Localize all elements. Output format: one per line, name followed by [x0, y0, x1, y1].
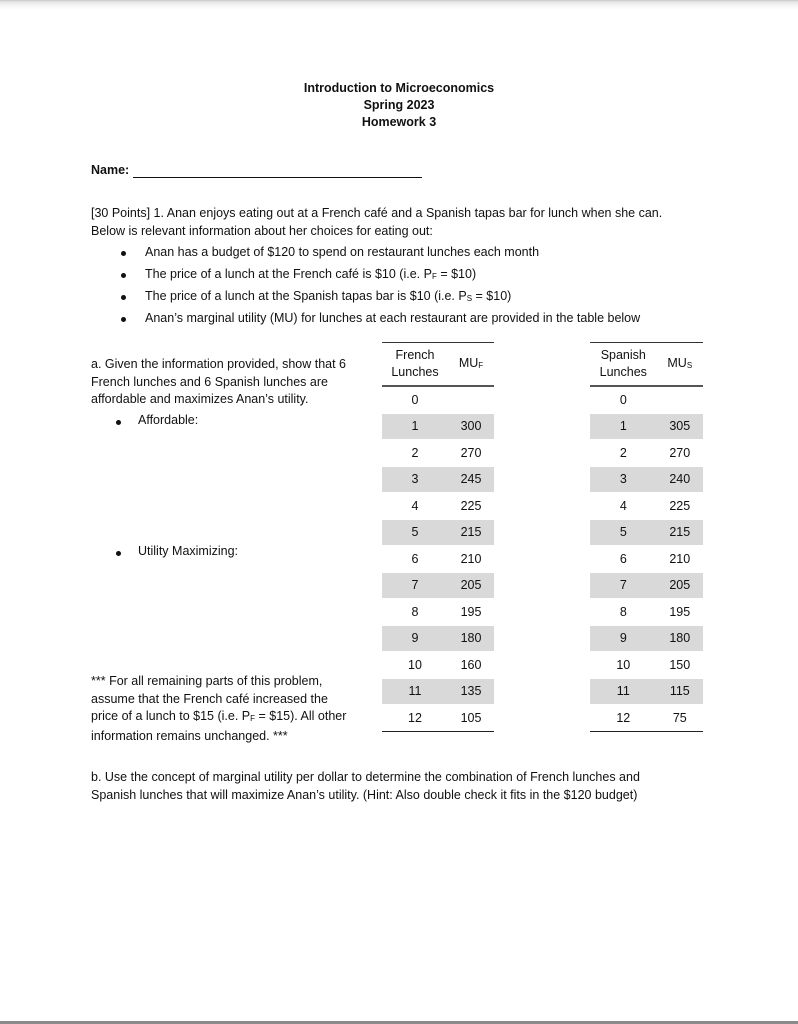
marginal-utility-cell: 205 — [448, 572, 494, 599]
term: Spring 2023 — [363, 98, 435, 112]
header-line-1: Spanish — [600, 348, 646, 362]
quantity-cell: 6 — [590, 546, 657, 573]
part-a-line-3: affordable and maximizes Anan’s utility. — [91, 392, 309, 406]
marginal-utility-cell: 270 — [448, 440, 494, 467]
document-header — [0, 80, 798, 131]
page-top-shadow — [0, 0, 798, 10]
name-label: Name: — [91, 163, 130, 177]
table-row — [382, 625, 494, 652]
table-row — [382, 572, 494, 599]
quantity-cell: 5 — [590, 519, 657, 546]
quantity-cell: 10 — [590, 652, 657, 679]
quantity-cell: 6 — [382, 546, 448, 573]
spanish-lunches-header — [590, 343, 657, 387]
name-field-line[interactable] — [133, 177, 422, 178]
table-row — [382, 386, 494, 413]
quantity-cell: 2 — [382, 440, 448, 467]
header-line-1: French — [395, 348, 435, 362]
marginal-utility-cell: 105 — [448, 705, 494, 732]
note-line-3 — [91, 708, 376, 728]
subscript: S — [686, 360, 693, 370]
quantity-cell: 2 — [590, 440, 657, 467]
table-row — [590, 493, 703, 520]
marginal-utility-cell — [448, 386, 494, 413]
table-row — [590, 678, 703, 705]
note-line-2: assume that the French café increased the — [91, 691, 328, 706]
marginal-utility-cell: 75 — [657, 705, 703, 732]
marginal-utility-cell: 115 — [657, 678, 703, 705]
french-mu-table — [382, 342, 494, 732]
quantity-cell: 8 — [590, 599, 657, 626]
quantity-cell: 12 — [590, 705, 657, 732]
table-row — [590, 386, 703, 413]
bullet-item-french-price — [91, 266, 731, 288]
marginal-utility-cell: 245 — [448, 466, 494, 493]
marginal-utility-cell: 240 — [657, 466, 703, 493]
quantity-cell: 11 — [590, 678, 657, 705]
bullet-text-post: = $10) — [472, 289, 512, 303]
table-row — [382, 413, 494, 440]
table-row — [382, 519, 494, 546]
french-table-body — [382, 386, 494, 731]
bullet-icon — [121, 273, 126, 278]
marginal-utility-cell — [657, 386, 703, 413]
quantity-cell: 3 — [382, 466, 448, 493]
question-intro-line-1: [30 Points] 1. Anan enjoys eating out at a French café and a Spanish tapas bar for lunch when she can. — [91, 206, 663, 220]
marginal-utility-cell: 270 — [657, 440, 703, 467]
question-intro-line-2: Below is relevant information about her choices for eating out: — [91, 223, 433, 238]
quantity-cell: 0 — [411, 392, 419, 407]
marginal-utility-cell: 215 — [448, 519, 494, 546]
marginal-utility-cell: 135 — [448, 678, 494, 705]
table-row — [382, 466, 494, 493]
bullet-item-marginal-utility — [91, 310, 731, 332]
table-header-row — [590, 343, 703, 387]
marginal-utility-cell: 210 — [657, 546, 703, 573]
marginal-utility-cell: 210 — [448, 546, 494, 573]
note-line-4: information remains unchanged. *** — [91, 728, 288, 743]
table-row — [382, 493, 494, 520]
bullet-text: Anan has a budget of $120 to spend on restaurant lunches each month — [145, 245, 540, 259]
table-row — [590, 519, 703, 546]
utility-maximizing-label: Utility Maximizing: — [138, 544, 239, 558]
course-title: Introduction to Microeconomics — [303, 81, 495, 95]
header-line-2: Lunches — [391, 365, 439, 379]
table-row — [382, 546, 494, 573]
part-b-line-2: Spanish lunches that will maximize Anan’s utility. (Hint: Also double check it fits in the $120 budget) — [91, 787, 638, 802]
marginal-utility-cell: 160 — [448, 652, 494, 679]
affordable-label: Affordable: — [138, 413, 199, 427]
quantity-cell: 11 — [382, 678, 448, 705]
table-row — [590, 413, 703, 440]
quantity-cell: 12 — [382, 705, 448, 732]
marginal-utility-cell: 225 — [657, 493, 703, 520]
bullet-text-pre: The price of a lunch at the Spanish tapas bar is $10 (i.e. P — [145, 289, 467, 303]
quantity-cell: 8 — [382, 599, 448, 626]
header-main: MU — [458, 355, 479, 370]
note-line-3-post: = $15). All other — [255, 709, 347, 723]
marginal-utility-cell: 150 — [657, 652, 703, 679]
mu-french-header — [448, 343, 494, 387]
quantity-cell: 5 — [382, 519, 448, 546]
bullet-icon — [116, 551, 121, 556]
quantity-cell: 7 — [590, 572, 657, 599]
bullet-icon — [116, 420, 121, 425]
bullet-item-budget — [91, 244, 731, 266]
spanish-mu-table — [590, 342, 703, 732]
quantity-cell: 4 — [382, 493, 448, 520]
quantity-cell: 9 — [382, 625, 448, 652]
marginal-utility-cell: 180 — [448, 625, 494, 652]
table-row — [590, 466, 703, 493]
table-row — [590, 705, 703, 732]
table-header-row — [382, 343, 494, 387]
table-row — [382, 440, 494, 467]
table-row — [590, 440, 703, 467]
subscript: F — [250, 714, 256, 723]
assignment-title: Homework 3 — [361, 115, 437, 129]
bullet-text-pre: The price of a lunch at the French café is $10 (i.e. P — [145, 267, 432, 281]
table-row — [382, 599, 494, 626]
bullet-icon — [121, 295, 126, 300]
subscript: S — [466, 294, 473, 303]
bullet-icon — [121, 317, 126, 322]
marginal-utility-cell: 195 — [657, 599, 703, 626]
bullet-icon — [121, 251, 126, 256]
bullet-text — [145, 288, 511, 308]
table-row — [590, 625, 703, 652]
bullet-text — [145, 266, 476, 286]
mu-spanish-header — [657, 343, 703, 387]
part-a-line-1: a. Given the information provided, show that 6 — [91, 357, 347, 371]
quantity-cell: 9 — [590, 625, 657, 652]
marginal-utility-cell: 180 — [657, 625, 703, 652]
bullet-item-spanish-price — [91, 288, 731, 310]
quantity-cell: 4 — [590, 493, 657, 520]
marginal-utility-cell: 205 — [657, 572, 703, 599]
table-row — [590, 572, 703, 599]
marginal-utility-cell: 195 — [448, 599, 494, 626]
note-line-1: *** For all remaining parts of this problem, — [91, 674, 323, 688]
marginal-utility-cell: 215 — [657, 519, 703, 546]
info-bullet-list — [91, 244, 731, 332]
header-line-2: Lunches — [599, 365, 647, 379]
quantity-cell: 1 — [590, 413, 657, 440]
part-b-line-1: b. Use the concept of marginal utility per dollar to determine the combination of French lunches and — [91, 770, 640, 784]
spanish-table-body — [590, 386, 703, 731]
subscript: F — [431, 272, 437, 281]
quantity-cell: 1 — [382, 413, 448, 440]
question-intro — [91, 205, 711, 240]
bullet-text: Anan’s marginal utility (MU) for lunches at each restaurant are provided in the table below — [145, 311, 641, 325]
table-row — [382, 678, 494, 705]
quantity-cell: 10 — [382, 652, 448, 679]
table-row — [382, 705, 494, 732]
table-row — [590, 546, 703, 573]
table-row — [590, 599, 703, 626]
marginal-utility-cell: 305 — [657, 413, 703, 440]
marginal-utility-cell: 225 — [448, 493, 494, 520]
price-change-note — [91, 673, 376, 745]
bullet-text-post: = $10) — [436, 267, 477, 281]
subscript: F — [478, 360, 484, 370]
part-a-line-2: French lunches and 6 Spanish lunches are — [91, 374, 328, 389]
table-row — [382, 652, 494, 679]
marginal-utility-cell: 300 — [448, 413, 494, 440]
french-lunches-header — [382, 343, 448, 387]
quantity-cell: 0 — [619, 392, 627, 407]
note-line-3-pre: price of a lunch to $15 (i.e. P — [91, 709, 251, 723]
table-row — [590, 652, 703, 679]
header-main: MU — [667, 355, 687, 370]
quantity-cell: 7 — [382, 572, 448, 599]
part-a-prompt — [91, 356, 376, 409]
quantity-cell: 3 — [590, 466, 657, 493]
part-b-prompt — [91, 769, 711, 804]
